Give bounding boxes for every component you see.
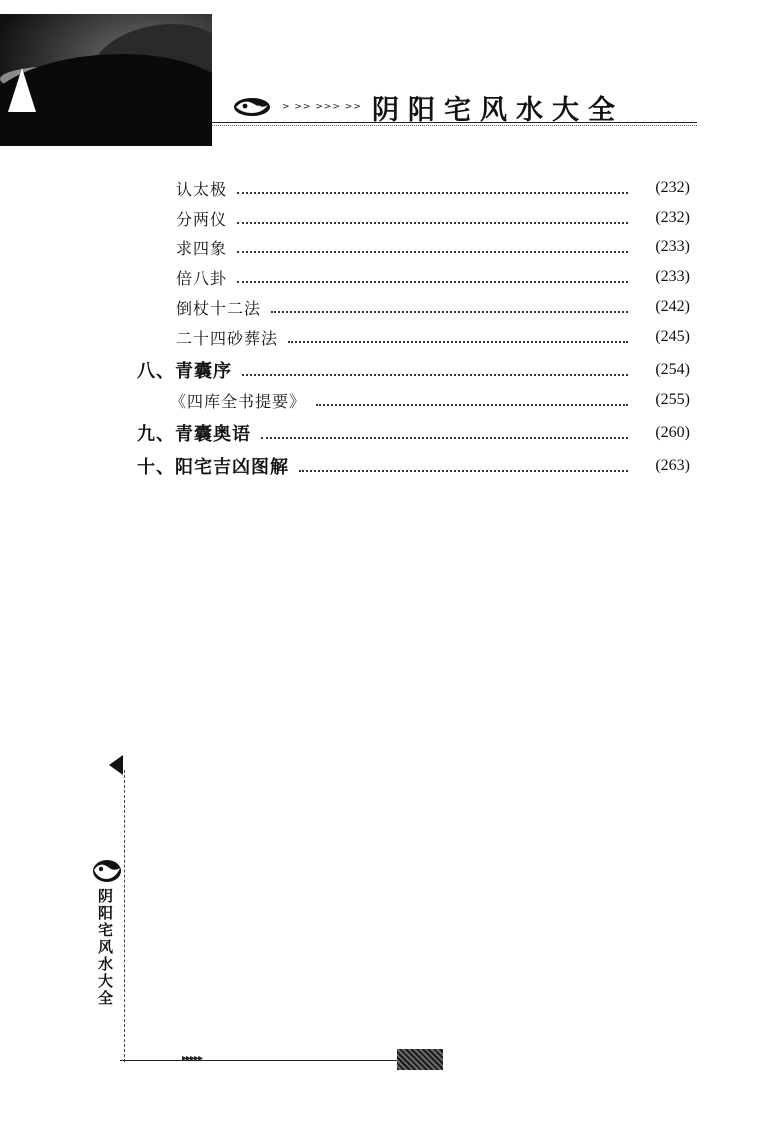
toc-entry-title: 分两仪 xyxy=(176,209,228,229)
toc-entry[interactable] xyxy=(0,292,761,322)
toc-entry[interactable] xyxy=(0,232,761,262)
toc-page-number: (242) xyxy=(655,298,690,315)
toc-page-number: (255) xyxy=(655,391,690,408)
toc-entry-title: 认太极 xyxy=(176,179,228,199)
toc-entry[interactable] xyxy=(0,322,761,352)
yin-yang-icon xyxy=(91,858,123,884)
toc-page-number: (233) xyxy=(655,238,690,255)
toc-entry[interactable] xyxy=(0,355,761,385)
toc-entry-title: 倍八卦 xyxy=(176,268,228,288)
toc-page-number: (232) xyxy=(655,209,690,226)
footer-arrow-decoration: ▸▸▸▸▸ xyxy=(182,1053,203,1064)
header-landscape-image xyxy=(0,14,212,146)
toc-entry-title: 九、青囊奥语 xyxy=(137,424,251,445)
side-vertical-rule xyxy=(124,770,125,1062)
dot-leader xyxy=(261,423,628,439)
footer-texture-block xyxy=(397,1049,443,1070)
dot-leader xyxy=(271,297,628,313)
header-arrow-decoration: > >> >>> >> xyxy=(282,102,362,112)
toc-entry-title: 二十四砂葬法 xyxy=(176,328,279,348)
footer-rule xyxy=(120,1060,405,1061)
toc-entry-title: 《四库全书提要》 xyxy=(170,391,307,411)
toc-page-number: (254) xyxy=(655,361,690,378)
toc-entry[interactable] xyxy=(0,418,761,448)
toc-entry[interactable] xyxy=(0,385,761,415)
toc-entry[interactable] xyxy=(0,451,761,481)
toc-page-number: (245) xyxy=(655,328,690,345)
dot-leader xyxy=(237,267,628,283)
toc-entry-title: 八、青囊序 xyxy=(137,361,232,382)
toc-entry-title: 倒杖十二法 xyxy=(176,298,262,318)
header-book-title: 阴阳宅风水大全 xyxy=(372,95,624,126)
toc-entry[interactable] xyxy=(0,262,761,292)
toc-entry[interactable] xyxy=(0,203,761,233)
dot-leader xyxy=(316,390,628,406)
toc-page-number: (260) xyxy=(655,424,690,441)
toc-entry-title: 十、阳宅吉凶图解 xyxy=(137,457,289,478)
yin-yang-icon xyxy=(232,96,272,118)
dot-leader xyxy=(237,237,628,253)
dot-leader xyxy=(288,327,628,343)
toc-entry[interactable] xyxy=(0,173,761,203)
side-book-title: 阴阳宅风水大全 xyxy=(96,888,114,1007)
dot-leader xyxy=(299,456,628,472)
dot-leader xyxy=(237,178,628,194)
toc-page-number: (232) xyxy=(655,179,690,196)
dot-leader xyxy=(242,360,628,376)
toc-page-number: (263) xyxy=(655,457,690,474)
toc-page-number: (233) xyxy=(655,268,690,285)
toc-entry-title: 求四象 xyxy=(176,238,228,258)
left-triangle-icon xyxy=(109,755,123,775)
dot-leader xyxy=(237,208,628,224)
